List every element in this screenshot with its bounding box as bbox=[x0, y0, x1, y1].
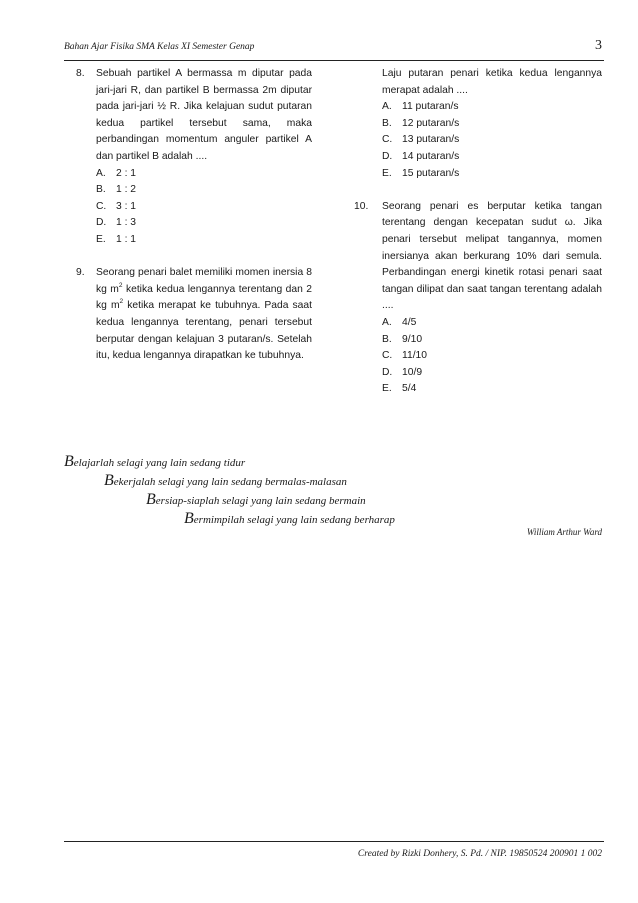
option bbox=[382, 381, 602, 398]
question-number: 8. bbox=[76, 68, 85, 79]
option bbox=[382, 365, 602, 382]
question-10 bbox=[354, 199, 602, 398]
option bbox=[96, 232, 312, 249]
quote-initial: B bbox=[184, 510, 194, 527]
quote-text: elajarlah selagi yang lain sedang tidur bbox=[73, 457, 246, 469]
question-text bbox=[96, 265, 312, 365]
option-letter: E. bbox=[382, 383, 392, 395]
option bbox=[382, 348, 602, 365]
superscript: 2 bbox=[118, 281, 123, 289]
question-9-continued bbox=[362, 66, 602, 182]
option-text: 1 : 2 bbox=[116, 184, 137, 196]
left-column bbox=[76, 66, 312, 365]
option-text: 11 putaran/s bbox=[402, 101, 459, 113]
page-number: 3 bbox=[595, 38, 602, 53]
option-letter: E. bbox=[382, 167, 392, 179]
footer-credit: Created by Rizki Donhery, S. Pd. / NIP. 19850524 200901 1 002 bbox=[357, 849, 602, 859]
page-header bbox=[64, 38, 604, 61]
option-letter: C. bbox=[96, 200, 107, 212]
option-letter: D. bbox=[382, 150, 393, 162]
option-text: 12 putaran/s bbox=[402, 117, 460, 129]
quote-line-3 bbox=[146, 491, 366, 509]
option bbox=[382, 149, 602, 166]
option-text: 15 putaran/s bbox=[402, 167, 460, 179]
option-text: 9/10 bbox=[402, 333, 423, 345]
quote-line-1 bbox=[64, 453, 245, 471]
footer-divider bbox=[64, 841, 604, 842]
option bbox=[382, 132, 602, 149]
option-text: 1 : 3 bbox=[116, 217, 137, 229]
option-text: 4/5 bbox=[402, 316, 417, 328]
option-letter: C. bbox=[382, 350, 393, 362]
option-letter: A. bbox=[382, 101, 392, 113]
option-letter: B. bbox=[96, 184, 106, 196]
text-segment: ketika kedua lengannya terentang dan 2 kg m bbox=[96, 283, 312, 312]
options-list bbox=[382, 315, 602, 398]
option bbox=[96, 166, 312, 183]
options-list bbox=[382, 99, 602, 182]
option-text: 13 putaran/s bbox=[402, 134, 460, 146]
option-letter: B. bbox=[382, 117, 392, 129]
question-9 bbox=[76, 265, 312, 365]
option-letter: A. bbox=[382, 316, 392, 328]
text-segment: Seorang penari balet memiliki momen inersia 8 kg m bbox=[96, 267, 312, 295]
quote-text: ekerjalah selagi yang lain sedang bermalas-malasan bbox=[113, 476, 347, 488]
options-list bbox=[96, 166, 312, 249]
option-letter: D. bbox=[96, 217, 107, 229]
option bbox=[96, 215, 312, 232]
option bbox=[382, 166, 602, 183]
header-title: Bahan Ajar Fisika SMA Kelas XI Semester Genap bbox=[64, 42, 255, 52]
option-text: 10/9 bbox=[402, 366, 423, 378]
option bbox=[382, 332, 602, 349]
question-text: Sebuah partikel A bermassa m diputar pada jari-jari R, dan partikel B bermassa 2m diputar pada jari-jari ½ R. Jika kelajuan sudut putaran kedua partikel tersebut sama, maka perbandingan momentum anguler partikel A dan partikel B adalah .... bbox=[96, 68, 312, 162]
option bbox=[96, 182, 312, 199]
quote-line-2 bbox=[104, 472, 347, 490]
option bbox=[96, 199, 312, 216]
option-text: 11/10 bbox=[402, 350, 428, 362]
option-text: 1 : 1 bbox=[116, 233, 137, 245]
option-letter: A. bbox=[96, 167, 106, 179]
text-segment: ketika merapat ke tubuhnya. Pada saat kedua lengannya terentang, penari tersebut berputar dengan kelajuan 3 putaran/s. Setelah itu, kedua lengannya dirapatkan ke tubuhnya. bbox=[96, 300, 312, 362]
quote-line-4 bbox=[184, 510, 395, 528]
superscript: 2 bbox=[119, 298, 124, 306]
option-letter: B. bbox=[382, 333, 392, 345]
option-letter: C. bbox=[382, 134, 393, 146]
quote-initial: B bbox=[104, 472, 114, 489]
option bbox=[382, 99, 602, 116]
quote-initial: B bbox=[146, 491, 156, 508]
question-number: 9. bbox=[76, 267, 85, 279]
quote-text: ersiap-siaplah selagi yang lain sedang bermain bbox=[155, 495, 366, 507]
option-text: 2 : 1 bbox=[116, 167, 137, 179]
quote-initial: B bbox=[64, 453, 74, 470]
option-letter: D. bbox=[382, 366, 393, 378]
option-text: 5/4 bbox=[402, 383, 417, 395]
option-letter: E. bbox=[96, 233, 106, 245]
right-column bbox=[354, 66, 602, 398]
question-8 bbox=[76, 66, 312, 249]
option-text: 14 putaran/s bbox=[402, 150, 460, 162]
option bbox=[382, 315, 602, 332]
option bbox=[382, 116, 602, 133]
quote-text: ermimpilah selagi yang lain sedang berharap bbox=[193, 514, 395, 526]
option-text: 3 : 1 bbox=[116, 200, 137, 212]
question-text: Laju putaran penari ketika kedua lengannya merapat adalah .... bbox=[382, 68, 602, 96]
question-text: Seorang penari es berputar ketika tangan terentang dengan kecepatan sudut ω. Jika penari tersebut melipat tangannya, momen inersianya akan berkurang 10% dari semula. Perbandingan energi kinetik rotasi penari saat tangan dilipat dan saat tangan terentang adalah .... bbox=[382, 200, 602, 312]
question-number: 10. bbox=[354, 200, 369, 212]
quote-author: William Arthur Ward bbox=[526, 527, 602, 537]
